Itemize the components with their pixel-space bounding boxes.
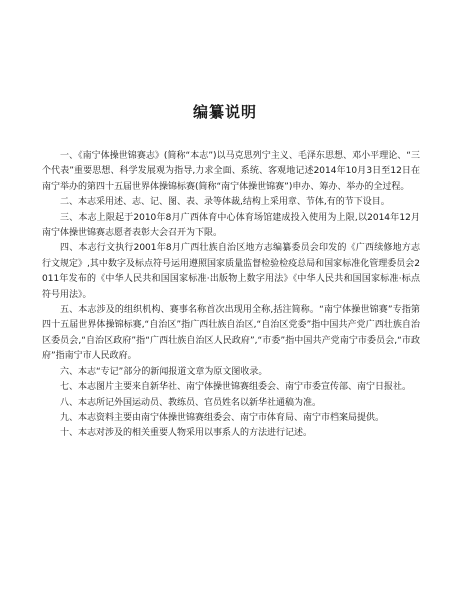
paragraph-1: 一、《南宁体操世锦赛志》(简称“本志”)以马克思列宁主义、毛泽东思想、邓小平理论、“三个代表”重要思想、科学发展观为指导,力求全面、系统、客观地记述2014年10月3日至12日在南宁举办的第四十五届世界体操锦标赛(简称“南宁体操世锦赛”)申办、筹办、举办的全过程。 (42, 151, 420, 192)
paragraph-10: 十、本志对涉及的相关重要人物采用以事系人的方法进行记述。 (60, 428, 313, 439)
paragraph-2: 二、本志采用述、志、记、图、表、录等体裁,结构上采用章、节体,有的节下设目。 (60, 197, 390, 208)
page-title: 编纂说明 (192, 103, 257, 121)
paragraph-5: 五、本志涉及的组织机构、赛事名称首次出现用全称,括注简称。“南宁体操世锦赛”专指第四十五届世界体操锦标赛,“自治区”指广西壮族自治区,“自治区党委”指中国共产党广西壮族自治区委员会,“自治区政府”指“广西壮族自治区人民政府”,“市委”指中国共产党南宁市委员会,“市政府”指南宁市人民政府。 (42, 305, 420, 362)
paragraph-8: 八、本志所记外国运动员、教练员、官员姓名以新华社通稿为准。 (60, 397, 322, 408)
paragraph-4: 四、本志行文执行2001年8月广西壮族自治区地方志编纂委员会印发的《广西续修地方志行文规定》,其中数字及标点符号运用遵照国家质量监督检验检疫总局和国家标准化管理委员会2011年发布的《中华人民共和国国家标准·出版物上数字用法》《中华人民共和国国家标准·标点符号用法》。 (42, 243, 420, 300)
paragraph-6: 六、本志“专记”部分的新闻报道文章为原文图收录。 (60, 366, 268, 377)
paragraph-9: 九、本志资料主要由南宁体操世锦赛组委会、南宁市体育局、南宁市档案局提供。 (60, 412, 385, 423)
document-body (42, 149, 420, 442)
paragraph-7: 七、本志图片主要来自新华社、南宁体操世锦赛组委会、南宁市委宣传部、南宁日报社。 (60, 382, 412, 393)
paragraph-3: 三、本志上限起于2010年8月广西体育中心体育场馆建成投入使用为上限,以2014年12月南宁体操世锦赛志愿者表彰大会召开为下限。 (42, 212, 420, 239)
